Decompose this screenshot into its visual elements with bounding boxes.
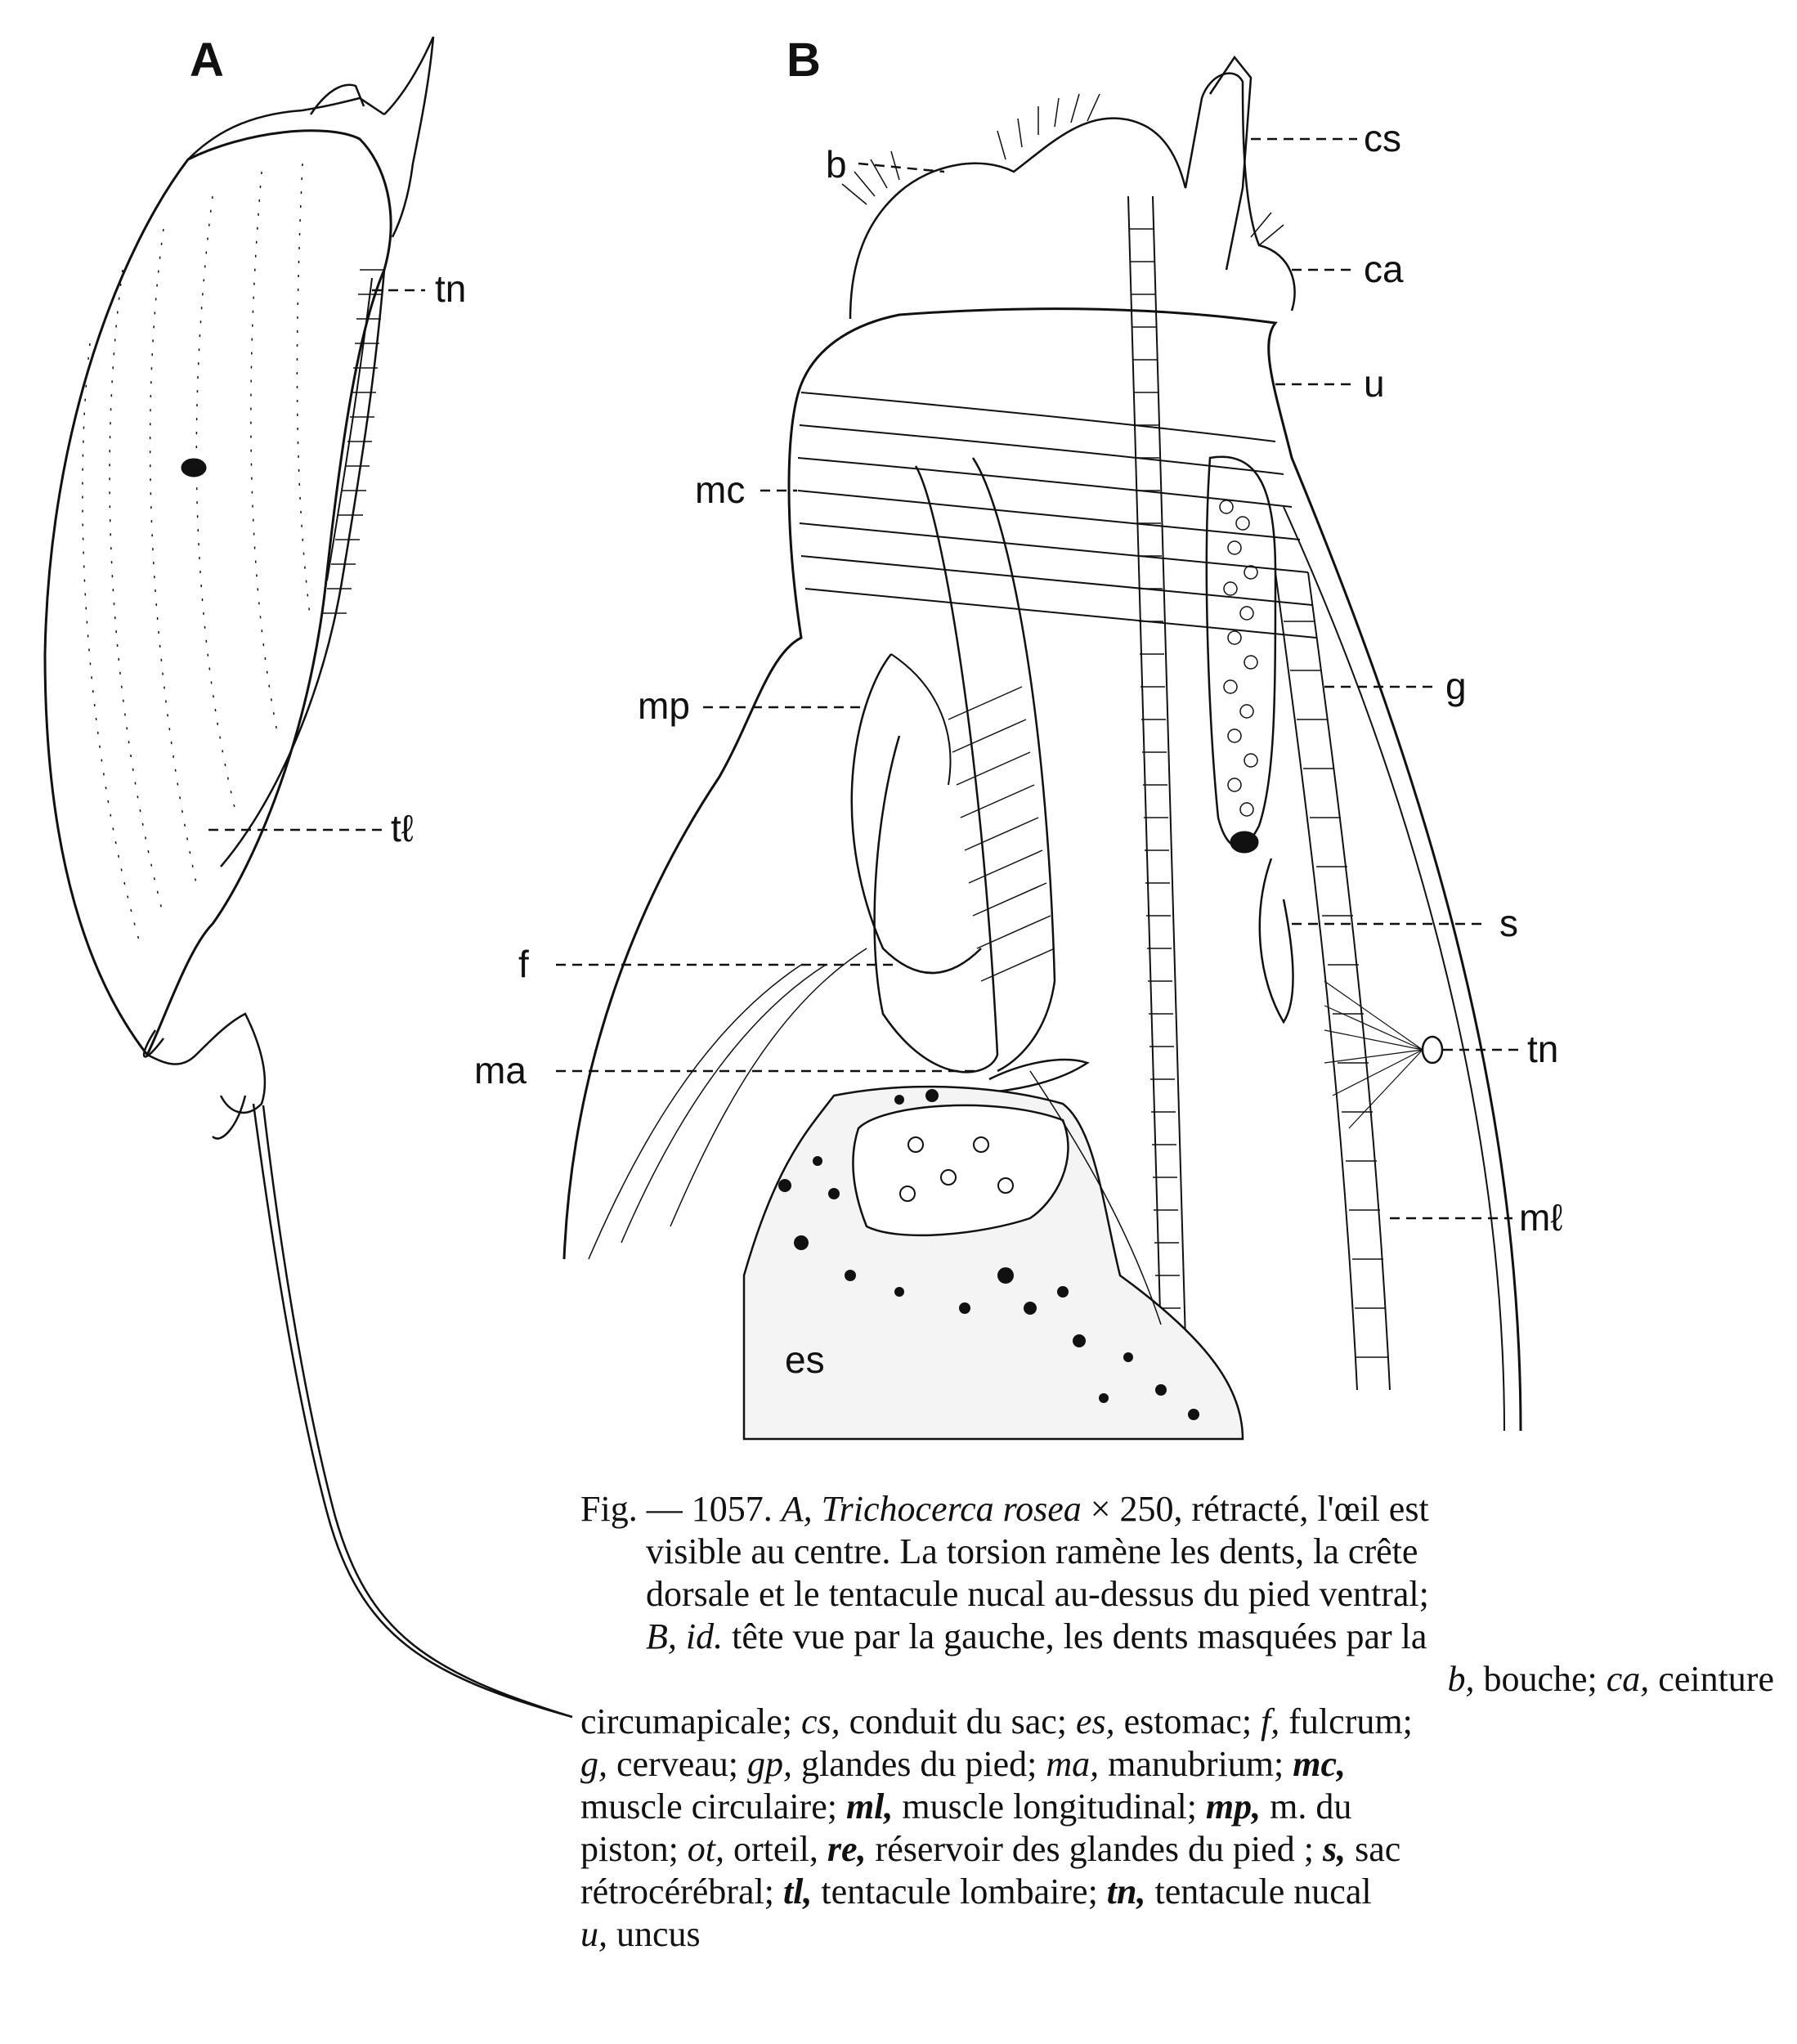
label-f: f bbox=[518, 943, 529, 985]
eye-spot-b bbox=[1231, 832, 1257, 852]
caption-line-11: u, uncus bbox=[580, 1914, 701, 1954]
muscle-circular bbox=[798, 392, 1316, 638]
label-ca: ca bbox=[1364, 248, 1404, 290]
figure-caption bbox=[580, 1488, 1774, 1956]
caption-line-10: rétrocérébral; tl, tentacule lombaire; tn, tentacule nucal bbox=[580, 1871, 1372, 1912]
eye-spot bbox=[182, 459, 205, 476]
label-cs: cs bbox=[1364, 117, 1401, 159]
brain bbox=[1207, 457, 1275, 847]
fulcrum bbox=[875, 466, 997, 1072]
label-b: b bbox=[826, 143, 847, 186]
label-tl-a: tℓ bbox=[391, 807, 414, 849]
dorsal-ridge bbox=[221, 270, 384, 867]
caption-line-3: dorsale et le tentacule nucal au-dessus du pied ventral; bbox=[646, 1574, 1429, 1614]
caption-line-6: circumapicale; cs, conduit du sac; es, estomac; f, fulcrum; bbox=[580, 1701, 1413, 1741]
manubrium bbox=[989, 1060, 1087, 1091]
spine-a bbox=[384, 37, 433, 237]
corona bbox=[850, 74, 1295, 319]
sac-conduit bbox=[1210, 57, 1251, 270]
caption-line-4: B, id. tête vue par la gauche, les dents masquées par la bbox=[646, 1616, 1427, 1656]
brain-cells bbox=[1220, 500, 1257, 816]
retrocerebral-sac bbox=[1260, 858, 1293, 1022]
striations-a bbox=[322, 270, 384, 613]
label-s: s bbox=[1499, 902, 1518, 944]
panel-a-letter: A bbox=[190, 34, 224, 87]
cilia bbox=[842, 94, 1284, 245]
label-mp: mp bbox=[638, 684, 690, 727]
nucal-tentacle bbox=[1423, 1037, 1442, 1063]
stipple-a bbox=[83, 164, 311, 940]
fulcrum-rungs bbox=[948, 687, 1055, 981]
caption-line-7: g, cerveau; gp, glandes du pied; ma, manubrium; mc, bbox=[580, 1744, 1347, 1784]
trophi-ladder bbox=[1128, 196, 1185, 1341]
label-g: g bbox=[1445, 665, 1467, 707]
toe bbox=[253, 1104, 572, 1717]
caption-line-8: muscle circulaire; ml, muscle longitudinal; mp, m. du bbox=[580, 1786, 1352, 1827]
label-tn-a: tn bbox=[435, 267, 467, 310]
tentacle-fibres bbox=[1324, 981, 1423, 1128]
label-u: u bbox=[1364, 362, 1385, 405]
label-mc: mc bbox=[695, 468, 746, 511]
label-es: es bbox=[785, 1338, 825, 1381]
caption-line-5: b, bouche; ca, ceinture bbox=[1447, 1659, 1774, 1699]
caption-line-9: piston; ot, orteil, re, réservoir des glandes du pied ; s, sac bbox=[580, 1829, 1401, 1869]
label-ml: mℓ bbox=[1519, 1196, 1563, 1239]
foot bbox=[147, 1014, 265, 1113]
panel-a-drawing bbox=[45, 37, 572, 1717]
panel-b-letter: B bbox=[786, 34, 821, 87]
mastax bbox=[852, 654, 981, 973]
caption-line-2: visible au centre. La torsion ramène les dents, la crête bbox=[646, 1531, 1418, 1571]
label-tn-b: tn bbox=[1527, 1028, 1559, 1070]
head bbox=[188, 98, 384, 159]
label-ma: ma bbox=[474, 1049, 527, 1091]
caption-line-1: Fig. — 1057. A, Trichocerca rosea × 250, rétracté, l'œil est bbox=[580, 1489, 1429, 1529]
